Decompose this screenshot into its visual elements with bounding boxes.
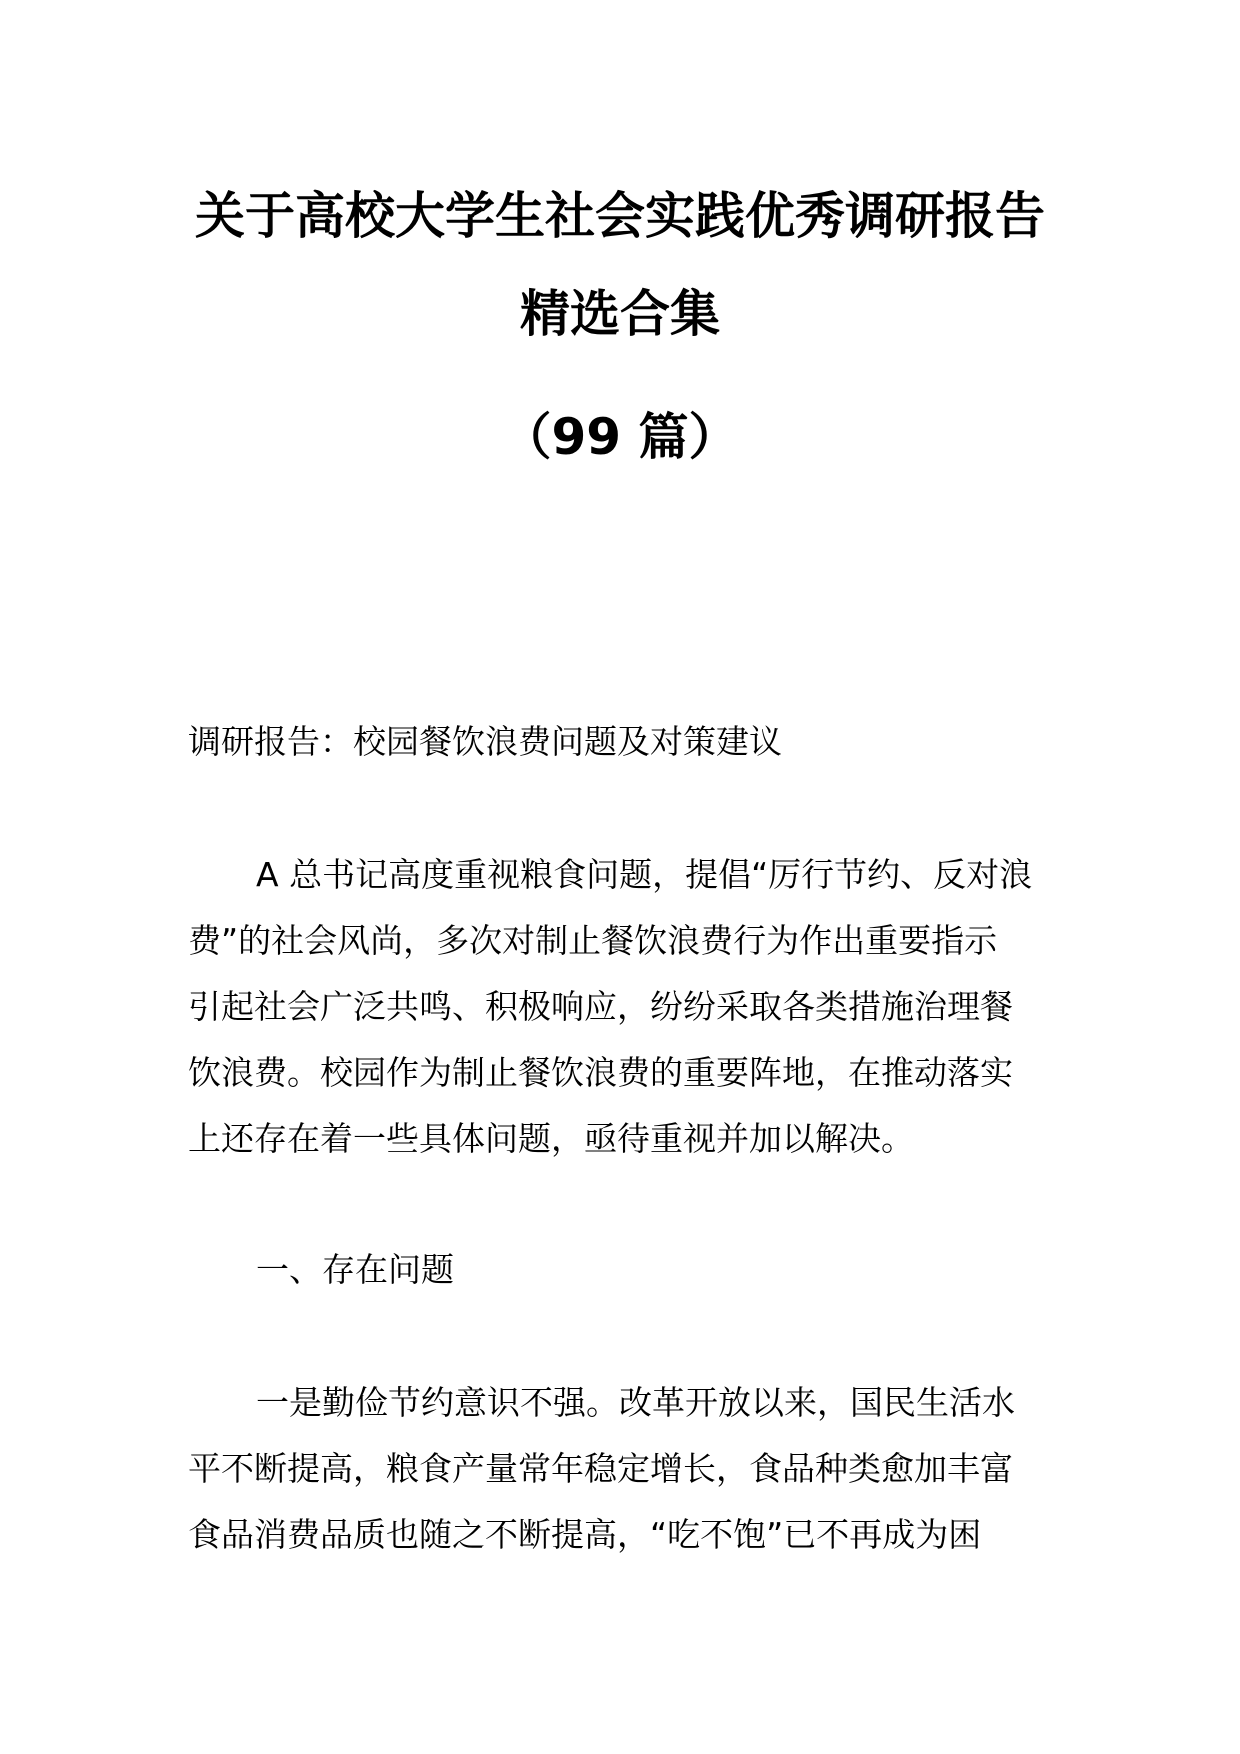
paragraph-1-line-3: 引起社会广泛共鸣、积极响应，纷纷采取各类措施治理餐 (188, 987, 1013, 1026)
paragraph-2 (188, 1370, 1058, 1568)
paragraph-1-line-4: 饮浪费。校园作为制止餐饮浪费的重要阵地，在推动落实 (188, 1053, 1013, 1092)
section-1-heading: 一、存在问题 (256, 1250, 454, 1289)
paragraph-1-line-2: 费”的社会风尚，多次对制止餐饮浪费行为作出重要指示 (188, 921, 998, 960)
paragraph-1-line-5: 上还存在着一些具体问题，亟待重视并加以解决。 (188, 1119, 914, 1158)
document-title-line-2: 精选合集 (520, 285, 720, 343)
paragraph-2-line-1: 一是勤俭节约意识不强。改革开放以来，国民生活水 (256, 1383, 1015, 1422)
paragraph-1-line-1: A 总书记高度重视粮食问题，提倡“厉行节约、反对浪 (256, 855, 1033, 894)
document-title-line-1: 关于高校大学生社会实践优秀调研报告 (195, 187, 1045, 245)
document-title-line-3: （99 篇） (501, 408, 739, 466)
paragraph-2-line-3: 食品消费品质也随之不断提高，“吃不饱”已不再成为困 (188, 1515, 982, 1554)
paragraph-1 (188, 842, 1058, 1172)
report-subtitle: 调研报告：校园餐饮浪费问题及对策建议 (188, 722, 782, 761)
paragraph-2-line-2: 平不断提高，粮食产量常年稳定增长，食品种类愈加丰富 (188, 1449, 1013, 1488)
